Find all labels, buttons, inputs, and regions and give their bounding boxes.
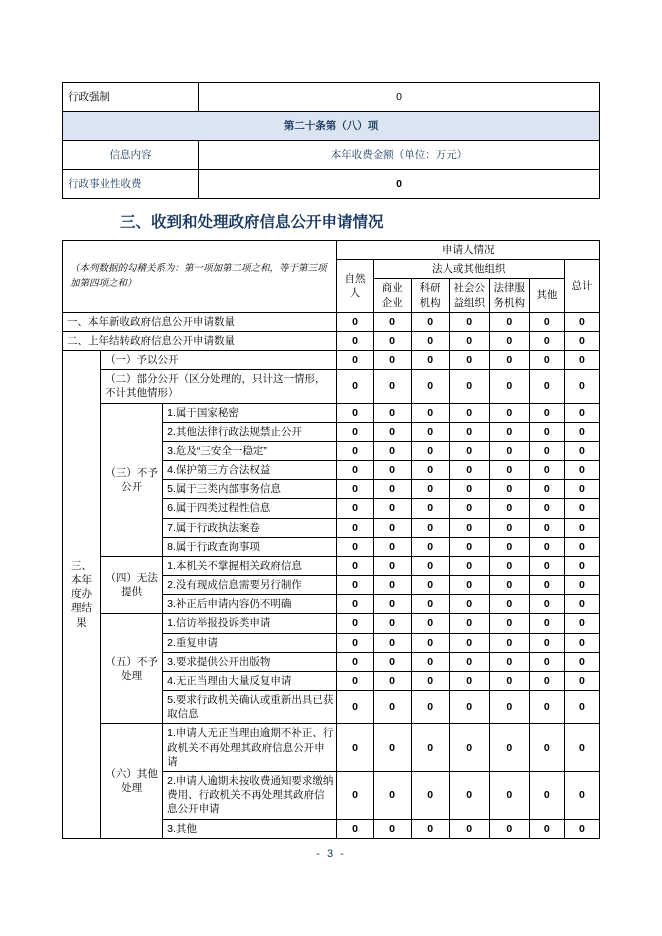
count-cell: 0 (337, 691, 373, 724)
count-cell: 0 (411, 556, 449, 575)
count-cell: 0 (529, 671, 564, 690)
row-label: 4.无正当理由大量反复申请 (163, 671, 337, 690)
count-cell: 0 (337, 556, 373, 575)
article-20-8-header: 第二十条第（八）项 (63, 112, 600, 141)
row-label: 2.申请人逾期未按收费通知要求缴纳费用、行政机关不再处理其政府信息公开申请 (163, 771, 337, 819)
row-label: 3.要求提供公开出版物 (163, 652, 337, 671)
count-cell: 0 (529, 461, 564, 480)
count-cell: 0 (337, 403, 373, 422)
count-cell: 0 (564, 556, 599, 575)
count-cell: 0 (564, 819, 599, 838)
count-cell: 0 (449, 518, 489, 537)
count-cell: 0 (337, 595, 373, 614)
count-cell: 0 (564, 595, 599, 614)
admin-coercion-value: 0 (199, 83, 600, 112)
count-cell: 0 (373, 461, 411, 480)
group-label-unable-to-provide: （四）无法提供 (101, 556, 163, 614)
count-cell: 0 (411, 537, 449, 556)
count-cell: 0 (373, 370, 411, 403)
row-label: 7.属于行政执法案卷 (163, 518, 337, 537)
count-cell: 0 (564, 499, 599, 518)
table-row (63, 724, 600, 772)
header-social-welfare-org: 社会公益组织 (449, 279, 489, 312)
count-cell: 0 (529, 819, 564, 838)
count-cell: 0 (529, 771, 564, 819)
row-label: 二、上年结转政府信息公开申请数量 (63, 331, 337, 350)
count-cell: 0 (373, 652, 411, 671)
row-label: 2.其他法律行政法规禁止公开 (163, 422, 337, 441)
count-cell: 0 (373, 633, 411, 652)
count-cell: 0 (449, 652, 489, 671)
count-cell: 0 (449, 819, 489, 838)
count-cell: 0 (489, 771, 529, 819)
count-cell: 0 (564, 724, 599, 772)
count-cell: 0 (337, 351, 373, 370)
count-cell: 0 (529, 724, 564, 772)
count-cell: 0 (529, 422, 564, 441)
count-cell: 0 (564, 331, 599, 350)
count-cell: 0 (337, 652, 373, 671)
count-cell: 0 (529, 370, 564, 403)
count-cell: 0 (564, 480, 599, 499)
count-cell: 0 (373, 724, 411, 772)
count-cell: 0 (337, 312, 373, 331)
header-natural-person: 自然人 (337, 260, 373, 313)
count-cell: 0 (564, 370, 599, 403)
count-cell: 0 (564, 537, 599, 556)
table-row (63, 141, 600, 170)
row-label: 1.本机关不掌握相关政府信息 (163, 556, 337, 575)
count-cell: 0 (373, 556, 411, 575)
count-cell: 0 (489, 724, 529, 772)
count-cell: 0 (373, 819, 411, 838)
table-row (63, 614, 600, 633)
count-cell: 0 (489, 819, 529, 838)
count-cell: 0 (411, 518, 449, 537)
count-cell: 0 (449, 771, 489, 819)
count-cell: 0 (449, 724, 489, 772)
count-cell: 0 (449, 461, 489, 480)
group-label-not-processed: （五）不予处理 (101, 614, 163, 724)
count-cell: 0 (411, 461, 449, 480)
header-legal-service-agency: 法律服务机构 (489, 279, 529, 312)
row-label: 4.保护第三方合法权益 (163, 461, 337, 480)
count-cell: 0 (529, 633, 564, 652)
count-cell: 0 (373, 480, 411, 499)
count-cell: 0 (373, 331, 411, 350)
table-row (63, 403, 600, 422)
header-total: 总计 (564, 260, 599, 313)
count-cell: 0 (529, 537, 564, 556)
count-cell: 0 (373, 614, 411, 633)
group-label-refusal: （三）不予公开 (101, 403, 163, 556)
count-cell: 0 (411, 499, 449, 518)
fee-amount-header: 本年收费金额（单位：万元） (199, 141, 600, 170)
count-cell: 0 (489, 652, 529, 671)
count-cell: 0 (564, 518, 599, 537)
count-cell: 0 (489, 633, 529, 652)
count-cell: 0 (529, 691, 564, 724)
count-cell: 0 (564, 771, 599, 819)
count-cell: 0 (337, 771, 373, 819)
header-row (63, 241, 600, 260)
row-label: 5.属于三类内部事务信息 (163, 480, 337, 499)
row-label: 2.重复申请 (163, 633, 337, 652)
count-cell: 0 (373, 499, 411, 518)
count-cell: 0 (564, 691, 599, 724)
row-label: 8.属于行政查询事项 (163, 537, 337, 556)
count-cell: 0 (337, 518, 373, 537)
count-cell: 0 (337, 633, 373, 652)
count-cell: 0 (529, 312, 564, 331)
count-cell: 0 (449, 576, 489, 595)
count-cell: 0 (449, 312, 489, 331)
count-cell: 0 (489, 595, 529, 614)
count-cell: 0 (529, 499, 564, 518)
table-row (63, 312, 600, 331)
count-cell: 0 (529, 518, 564, 537)
header-other-org: 其他 (529, 279, 564, 312)
count-cell: 0 (564, 403, 599, 422)
count-cell: 0 (337, 331, 373, 350)
table-row (63, 556, 600, 575)
count-cell: 0 (411, 691, 449, 724)
count-cell: 0 (373, 691, 411, 724)
count-cell: 0 (564, 422, 599, 441)
count-cell: 0 (373, 671, 411, 690)
count-cell: 0 (411, 312, 449, 331)
count-cell: 0 (489, 614, 529, 633)
count-cell: 0 (529, 441, 564, 460)
count-cell: 0 (411, 351, 449, 370)
count-cell: 0 (337, 499, 373, 518)
count-cell: 0 (489, 671, 529, 690)
count-cell: 0 (449, 370, 489, 403)
row-label: 5.要求行政机关确认或重新出具已获取信息 (163, 691, 337, 724)
count-cell: 0 (373, 351, 411, 370)
count-cell: 0 (337, 576, 373, 595)
count-cell: 0 (489, 331, 529, 350)
count-cell: 0 (449, 556, 489, 575)
count-cell: 0 (489, 461, 529, 480)
count-cell: 0 (489, 499, 529, 518)
count-cell: 0 (564, 351, 599, 370)
row-label: 2.没有现成信息需要另行制作 (163, 576, 337, 595)
count-cell: 0 (337, 671, 373, 690)
count-cell: 0 (373, 771, 411, 819)
row-label: 3.危及“三安全一稳定” (163, 441, 337, 460)
count-cell: 0 (489, 480, 529, 499)
info-content-label: 信息内容 (63, 141, 199, 170)
count-cell: 0 (411, 441, 449, 460)
note-cell: （本列数据的勾稽关系为：第一项加第二项之和，等于第三项加第四项之和） (63, 241, 337, 313)
count-cell: 0 (529, 595, 564, 614)
row-label: 1.属于国家秘密 (163, 403, 337, 422)
count-cell: 0 (373, 422, 411, 441)
count-cell: 0 (373, 595, 411, 614)
count-cell: 0 (337, 422, 373, 441)
count-cell: 0 (449, 537, 489, 556)
applications-table (62, 240, 600, 839)
count-cell: 0 (411, 614, 449, 633)
count-cell: 0 (564, 614, 599, 633)
count-cell: 0 (373, 576, 411, 595)
header-legal-org-group: 法人或其他组织 (373, 260, 564, 279)
page-number: - 3 - (316, 847, 346, 860)
count-cell: 0 (373, 441, 411, 460)
count-cell: 0 (411, 771, 449, 819)
fee-summary-table (62, 82, 600, 199)
count-cell: 0 (449, 499, 489, 518)
admin-coercion-label: 行政强制 (63, 83, 199, 112)
count-cell: 0 (337, 537, 373, 556)
count-cell: 0 (489, 403, 529, 422)
count-cell: 0 (489, 556, 529, 575)
count-cell: 0 (529, 614, 564, 633)
count-cell: 0 (529, 403, 564, 422)
count-cell: 0 (489, 422, 529, 441)
count-cell: 0 (411, 576, 449, 595)
admin-fees-value: 0 (199, 170, 600, 199)
count-cell: 0 (449, 351, 489, 370)
count-cell: 0 (529, 351, 564, 370)
count-cell: 0 (449, 403, 489, 422)
count-cell: 0 (564, 576, 599, 595)
count-cell: 0 (564, 633, 599, 652)
table-row (63, 170, 600, 199)
count-cell: 0 (489, 537, 529, 556)
table-row (63, 351, 600, 370)
row-label: 一、本年新收政府信息公开申请数量 (63, 312, 337, 331)
count-cell: 0 (411, 724, 449, 772)
table-row (63, 112, 600, 141)
count-cell: 0 (373, 403, 411, 422)
count-cell: 0 (411, 422, 449, 441)
count-cell: 0 (337, 480, 373, 499)
count-cell: 0 (489, 441, 529, 460)
header-commercial-enterprise: 商业企业 (373, 279, 411, 312)
row-label: （一）予以公开 (101, 351, 337, 370)
count-cell: 0 (411, 370, 449, 403)
count-cell: 0 (449, 633, 489, 652)
count-cell: 0 (449, 422, 489, 441)
group-label-annual-results: 三、本年度办理结果 (63, 351, 101, 839)
count-cell: 0 (449, 691, 489, 724)
row-label: 1.申请人无正当理由逾期不补正、行政机关不再处理其政府信息公开申请 (163, 724, 337, 772)
count-cell: 0 (411, 633, 449, 652)
count-cell: 0 (449, 614, 489, 633)
row-label: 6.属于四类过程性信息 (163, 499, 337, 518)
count-cell: 0 (529, 576, 564, 595)
count-cell: 0 (411, 819, 449, 838)
count-cell: 0 (449, 595, 489, 614)
count-cell: 0 (529, 331, 564, 350)
count-cell: 0 (449, 671, 489, 690)
count-cell: 0 (489, 312, 529, 331)
count-cell: 0 (489, 691, 529, 724)
section-title: 三、收到和处理政府信息公开申请情况 (120, 214, 384, 231)
count-cell: 0 (411, 652, 449, 671)
table-row (63, 331, 600, 350)
count-cell: 0 (564, 312, 599, 331)
count-cell: 0 (373, 312, 411, 331)
count-cell: 0 (337, 370, 373, 403)
count-cell: 0 (411, 403, 449, 422)
count-cell: 0 (489, 370, 529, 403)
table-row (63, 83, 600, 112)
count-cell: 0 (529, 480, 564, 499)
group-label-other-handling: （六）其他处理 (101, 724, 163, 838)
count-cell: 0 (411, 671, 449, 690)
row-label: 3.其他 (163, 819, 337, 838)
count-cell: 0 (489, 576, 529, 595)
count-cell: 0 (564, 671, 599, 690)
count-cell: 0 (564, 461, 599, 480)
count-cell: 0 (529, 556, 564, 575)
count-cell: 0 (449, 480, 489, 499)
count-cell: 0 (373, 537, 411, 556)
count-cell: 0 (337, 461, 373, 480)
count-cell: 0 (337, 441, 373, 460)
row-label: （二）部分公开（区分处理的，只计这一情形，不计其他情形） (101, 370, 337, 403)
count-cell: 0 (449, 441, 489, 460)
count-cell: 0 (411, 480, 449, 499)
table-row (63, 370, 600, 403)
header-applicant-group: 申请人情况 (337, 241, 600, 260)
count-cell: 0 (489, 351, 529, 370)
row-label: 1.信访举报投诉类申请 (163, 614, 337, 633)
count-cell: 0 (564, 441, 599, 460)
count-cell: 0 (411, 595, 449, 614)
count-cell: 0 (529, 652, 564, 671)
count-cell: 0 (411, 331, 449, 350)
admin-fees-label: 行政事业性收费 (63, 170, 199, 199)
count-cell: 0 (489, 518, 529, 537)
count-cell: 0 (337, 614, 373, 633)
count-cell: 0 (337, 819, 373, 838)
count-cell: 0 (337, 724, 373, 772)
count-cell: 0 (564, 652, 599, 671)
header-research-institution: 科研机构 (411, 279, 449, 312)
row-label: 3.补正后申请内容仍不明确 (163, 595, 337, 614)
count-cell: 0 (449, 331, 489, 350)
count-cell: 0 (373, 518, 411, 537)
